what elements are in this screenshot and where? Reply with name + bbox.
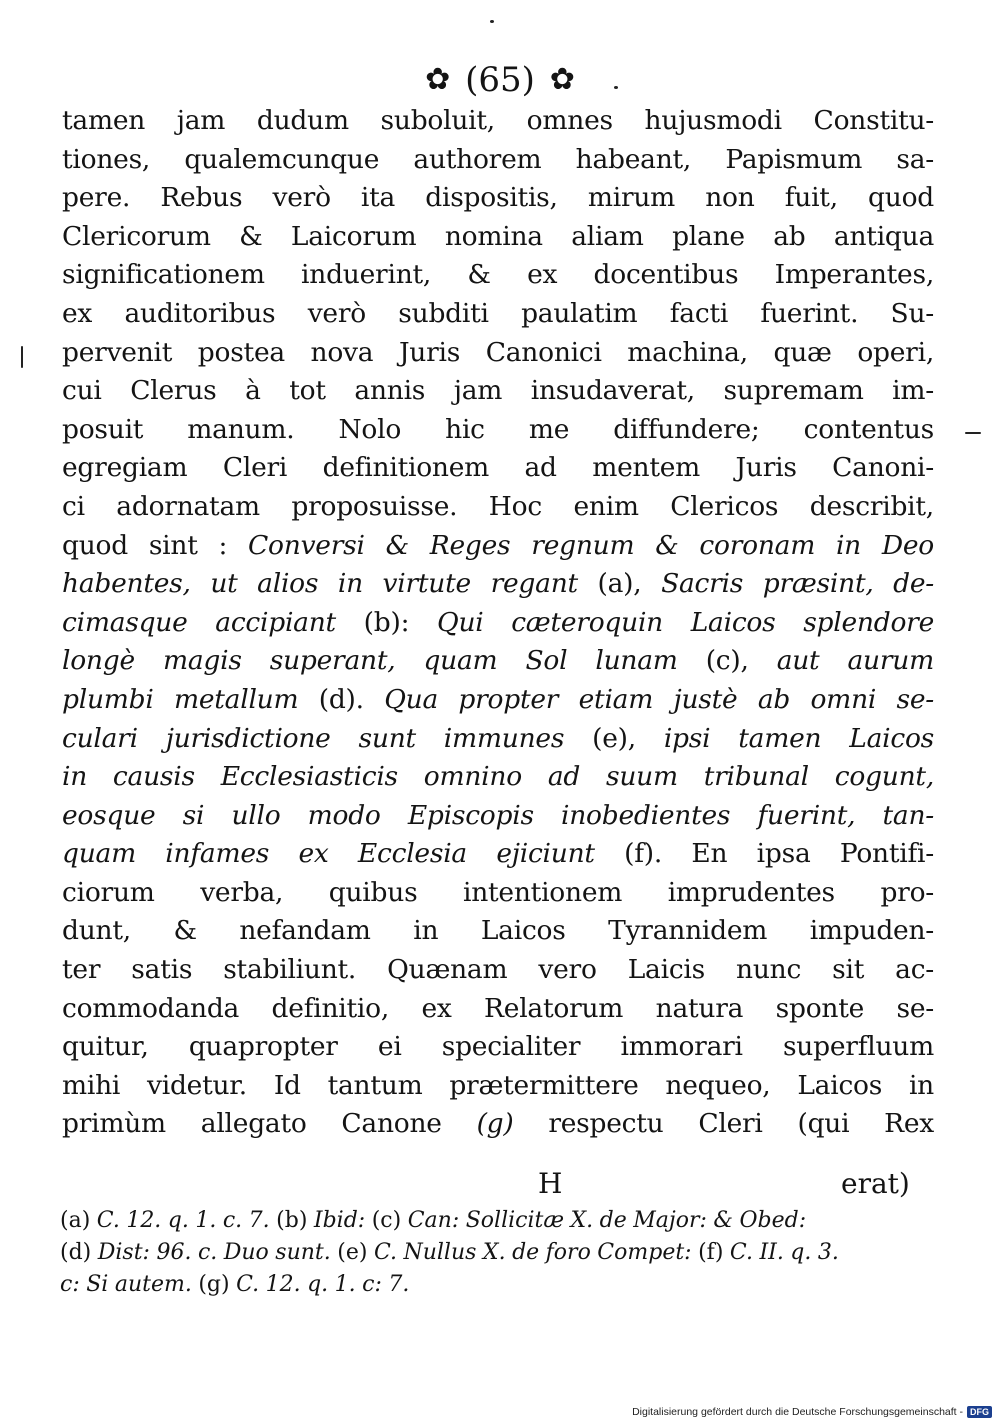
page-header bbox=[0, 58, 1000, 100]
text-run: ciorum verba, quibus intentionem imprudentes pro- bbox=[62, 876, 934, 908]
text-line bbox=[62, 951, 934, 990]
text-run: primùm allegato Canone bbox=[62, 1108, 477, 1140]
italic-run: C. Nullus X. de foro Compet: bbox=[373, 1240, 692, 1265]
text-line bbox=[62, 912, 934, 951]
text-run: (c), bbox=[705, 645, 777, 677]
text-run: pere. Rebus verò ita dispositis, mirum non fuit, quod bbox=[62, 182, 934, 214]
italic-run: aut aurum bbox=[776, 645, 934, 677]
text-run: tamen jam dudum suboluit, omnes hujusmodi Constitu- bbox=[62, 105, 934, 136]
text-line bbox=[62, 758, 934, 797]
text-run: (d) bbox=[60, 1240, 98, 1265]
text-line bbox=[62, 604, 934, 643]
page-number: (65) bbox=[465, 60, 535, 100]
text-line bbox=[62, 334, 934, 373]
ink-speck bbox=[614, 86, 618, 89]
italic-run: Ibid: bbox=[313, 1208, 366, 1233]
italic-run: C. II. q. 3. bbox=[729, 1240, 839, 1265]
text-run: (f) bbox=[691, 1240, 730, 1265]
italic-run: plumbi metallum bbox=[62, 683, 319, 715]
body-text bbox=[62, 102, 934, 1144]
italic-run: C. 12. q. 1. c. 7. bbox=[96, 1208, 270, 1233]
italic-run: Sacris præsint, de- bbox=[661, 568, 934, 600]
text-run: Clericorum & Laicorum nomina aliam plane ab antiqua bbox=[62, 220, 934, 252]
text-line bbox=[62, 835, 934, 874]
italic-run: Conversi & Reges regnum & coronam in Deo bbox=[248, 529, 934, 561]
text-line bbox=[62, 681, 934, 720]
text-run: ex auditoribus verò subditi paulatim facti fuerint. Su- bbox=[62, 297, 934, 329]
text-line bbox=[62, 372, 934, 411]
signature-row bbox=[0, 1167, 1000, 1203]
text-line bbox=[62, 527, 934, 566]
text-run: quod sint : bbox=[62, 529, 249, 561]
text-run: cui Clerus à tot annis jam insudaverat, supremam im- bbox=[62, 375, 934, 407]
text-line bbox=[62, 1067, 934, 1106]
italic-run: ipsi tamen Laicos bbox=[663, 722, 934, 754]
text-run: egregiam Cleri definitionem ad mentem Juris Canoni- bbox=[62, 452, 934, 484]
text-line bbox=[62, 411, 934, 450]
flower-ornament-icon: ✿ bbox=[425, 62, 451, 97]
text-line bbox=[62, 141, 934, 180]
italic-run: c: Si autem. bbox=[60, 1272, 192, 1297]
text-run: pervenit postea nova Juris Canonici machina, quæ operi, bbox=[62, 336, 934, 368]
italic-run: eosque si ullo modo Episcopis inobedientes fuerint, tan- bbox=[62, 799, 934, 831]
flower-ornament-icon: ✿ bbox=[549, 62, 575, 97]
footnote-line bbox=[60, 1205, 936, 1237]
italic-run: longè magis superant, quam Sol lunam bbox=[62, 645, 706, 677]
text-line bbox=[62, 990, 934, 1029]
ink-speck bbox=[965, 432, 981, 434]
text-run: (e), bbox=[592, 722, 664, 754]
text-run: posuit manum. Nolo hic me diffundere; contentus bbox=[62, 413, 934, 445]
text-run: quitur, quapropter ei specialiter immorari superfluum bbox=[62, 1031, 934, 1063]
footnotes bbox=[60, 1205, 936, 1301]
ink-speck bbox=[490, 20, 494, 23]
text-run: (g) bbox=[191, 1272, 237, 1297]
text-line bbox=[62, 179, 934, 218]
text-run: ci adornatam proposuisse. Hoc enim Clericos describit, bbox=[62, 490, 934, 522]
dfg-logo: DFG bbox=[967, 1406, 992, 1418]
text-line bbox=[62, 565, 934, 604]
italic-run: Dist: 96. c. Duo sunt. bbox=[97, 1240, 331, 1265]
italic-run: quam infames ex Ecclesia ejiciunt bbox=[62, 838, 625, 870]
text-run: significationem induerint, & ex docentibus Imperantes, bbox=[62, 259, 934, 291]
text-line bbox=[62, 256, 934, 295]
text-line bbox=[62, 218, 934, 257]
italic-run: Qua propter etiam justè ab omni se- bbox=[384, 683, 934, 715]
footnote-line bbox=[60, 1269, 936, 1301]
italic-run: cimasque accipiant bbox=[62, 606, 364, 638]
italic-run: Can: Sollicitæ X. de Major: & Obed: bbox=[407, 1208, 807, 1233]
text-run: (d). bbox=[318, 683, 385, 715]
text-run: mihi videtur. Id tantum prætermittere nequeo, Laicos in bbox=[62, 1069, 934, 1101]
ink-speck bbox=[21, 346, 23, 368]
text-run: (a) bbox=[60, 1208, 97, 1233]
text-run: (b) bbox=[269, 1208, 314, 1233]
credit-text: Digitalisierung gefördert durch die Deutsche Forschungsgemeinschaft - bbox=[632, 1406, 963, 1418]
italic-run: (g) bbox=[476, 1108, 514, 1140]
footnote-line bbox=[60, 1237, 936, 1269]
text-run: dunt, & nefandam in Laicos Tyrannidem impuden- bbox=[62, 915, 934, 947]
text-line bbox=[62, 295, 934, 334]
italic-run: in causis Ecclesiasticis omnino ad suum tribunal cogunt, bbox=[62, 761, 934, 793]
text-line bbox=[62, 1105, 934, 1144]
italic-run: C. 12. q. 1. c: 7. bbox=[236, 1272, 410, 1297]
italic-run: habentes, ut alios in virtute regant bbox=[62, 568, 598, 600]
text-run: (a), bbox=[597, 568, 662, 600]
text-run: (c) bbox=[365, 1208, 408, 1233]
text-line bbox=[62, 642, 934, 681]
text-run: tiones, qualemcunque authorem habeant, Papismum sa- bbox=[62, 143, 934, 175]
text-run: respectu Cleri (qui Rex bbox=[513, 1108, 934, 1140]
catchword: erat) bbox=[841, 1167, 910, 1200]
text-line bbox=[62, 449, 934, 488]
text-line bbox=[62, 720, 934, 759]
signature-mark: H bbox=[538, 1167, 563, 1200]
text-line bbox=[62, 797, 934, 836]
text-run: (f). En ipsa Pontifi- bbox=[624, 838, 934, 870]
text-line bbox=[62, 488, 934, 527]
text-line bbox=[62, 1028, 934, 1067]
text-run: (b): bbox=[363, 606, 437, 638]
text-line bbox=[62, 102, 934, 141]
text-run: commodanda definitio, ex Relatorum natura sponte se- bbox=[62, 992, 934, 1024]
text-line bbox=[62, 874, 934, 913]
italic-run: Qui cæteroquin Laicos splendore bbox=[436, 606, 934, 638]
text-run: ter satis stabiliunt. Quænam vero Laicis nunc sit ac- bbox=[62, 954, 934, 986]
digitization-credit bbox=[632, 1406, 992, 1418]
italic-run: culari jurisdictione sunt immunes bbox=[62, 722, 593, 754]
text-run: (e) bbox=[330, 1240, 374, 1265]
